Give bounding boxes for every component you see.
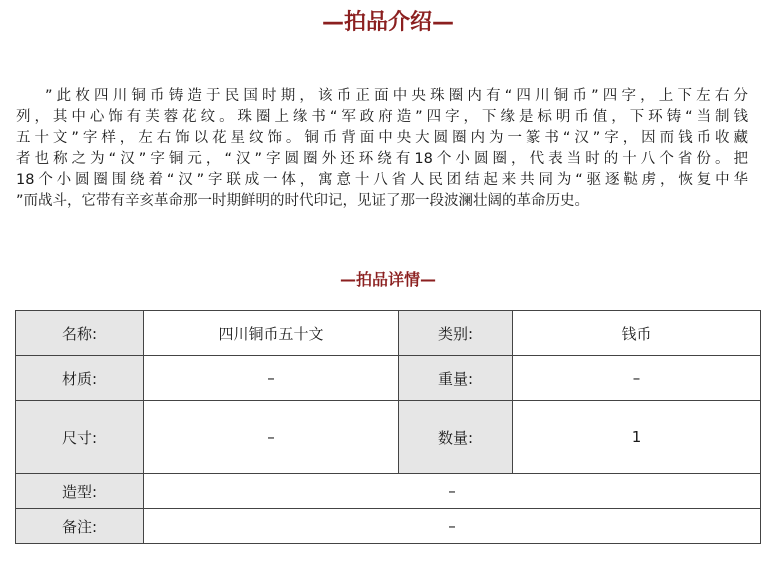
remark-label: 备注:	[16, 509, 144, 544]
table-row	[16, 509, 761, 544]
intro-line: 者也称之为“汉”字铜元，“汉”字圆圈外还环绕有18个小圆圈，代表当时的十八个省份。把	[16, 151, 748, 167]
size-value: –	[144, 401, 399, 474]
intro-paragraph	[16, 86, 748, 212]
remark-value: –	[144, 509, 761, 544]
weight-value: –	[513, 356, 761, 401]
category-value: 钱币	[513, 311, 761, 356]
intro-section-title: —拍品介绍—	[321, 10, 454, 35]
size-label: 尺寸:	[16, 401, 144, 474]
name-value: 四川铜币五十文	[144, 311, 399, 356]
name-label: 名称:	[16, 311, 144, 356]
material-value: –	[144, 356, 399, 401]
details-table	[15, 310, 761, 544]
shape-value: –	[144, 474, 761, 509]
intro-line: 18个小圆圈围绕着“汉”字联成一体，寓意十八省人民团结起来共同为“驱逐鞑虏，恢复中华	[16, 172, 748, 188]
category-label: 类别:	[399, 311, 513, 356]
shape-label: 造型:	[16, 474, 144, 509]
intro-line: 五十文”字样，左右饰以花星纹饰。铜币背面中央大圆圈内为一篆书“汉”字，因而钱币收藏	[16, 130, 748, 146]
intro-line: ”此枚四川铜币铸造于民国时期，该币正面中央珠圈内有“四川铜币”四字，上下左右分	[45, 88, 748, 104]
table-row	[16, 311, 761, 356]
table-row	[16, 356, 761, 401]
intro-line: 列，其中心饰有芙蓉花纹。珠圈上缘书“军政府造”四字，下缘是标明币值，下环铸“当制钱	[16, 109, 748, 125]
intro-line: ”而战斗，它带有辛亥革命那一时期鲜明的时代印记，见证了那一段波澜壮阔的革命历史。	[16, 193, 590, 209]
quantity-value: 1	[513, 401, 761, 474]
table-row	[16, 474, 761, 509]
weight-label: 重量:	[399, 356, 513, 401]
details-section-title: —拍品详情—	[339, 270, 436, 289]
table-row	[16, 401, 761, 474]
quantity-label: 数量:	[399, 401, 513, 474]
material-label: 材质:	[16, 356, 144, 401]
